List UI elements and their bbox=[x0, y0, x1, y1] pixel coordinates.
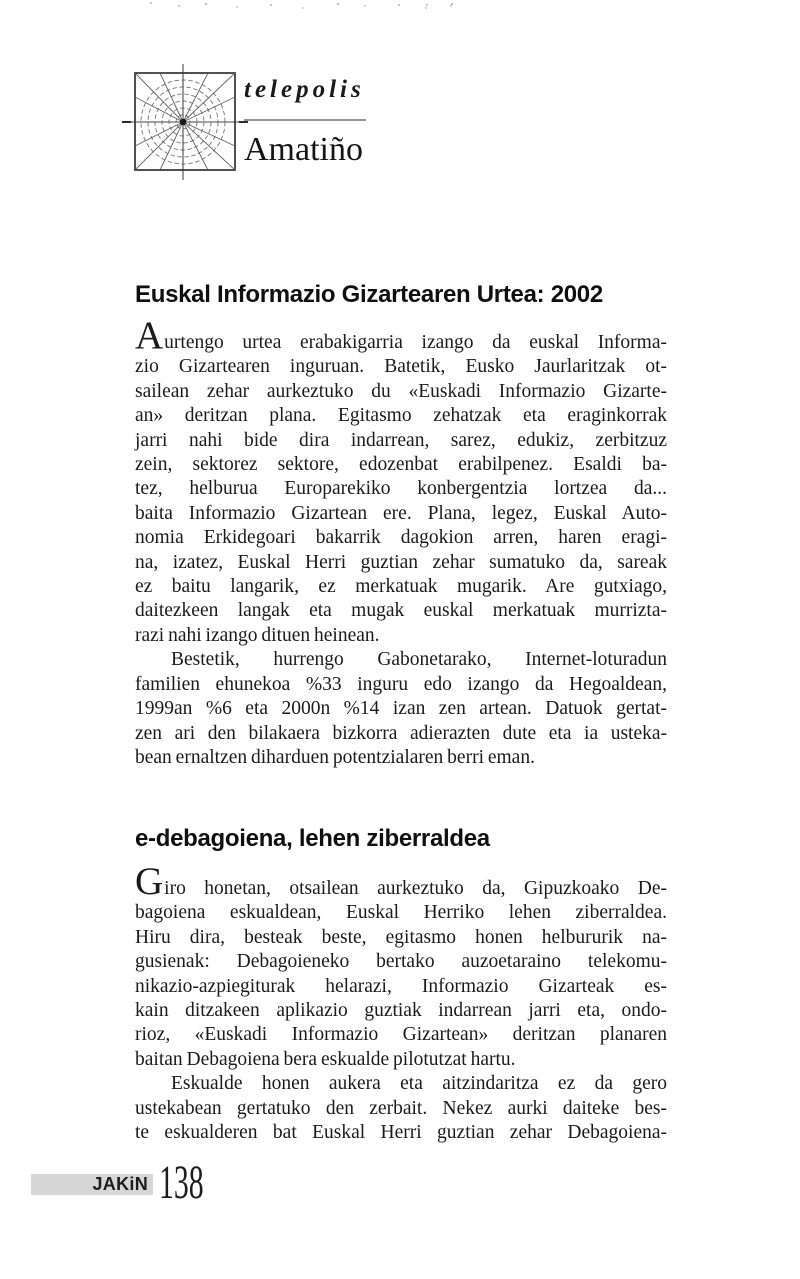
text-line: ustekabean gertatuko den zerbait. Nekez aurki daiteke bes- bbox=[135, 1097, 667, 1119]
text-line: Hiru dira, besteak beste, egitasmo honen helbururik na- bbox=[135, 926, 667, 948]
text-line: bean ernaltzen diharduen potentzialaren berri eman. bbox=[135, 746, 535, 768]
magazine-title: telepolis bbox=[244, 76, 365, 103]
text-line: familien ehunekoa %33 inguru edo izango da Hegoaldean, bbox=[135, 673, 667, 695]
section-2-body bbox=[135, 860, 667, 1145]
text-line: nomia Erkidegoari bakarrik dagokion arren, haren eragi- bbox=[135, 527, 667, 549]
page-number: 138 bbox=[159, 1156, 204, 1209]
text-line: gusienak: Debagoieneko bertako auzoetaraino telekomu- bbox=[135, 951, 667, 973]
drop-cap-a: A bbox=[135, 314, 165, 357]
text-line: zen ari den bilakaera bizkorra adierazten dute eta ia usteka- bbox=[135, 722, 667, 744]
journal-label-bar: JAKiN bbox=[31, 1174, 153, 1195]
text-line: zein, sektorez sektore, edozenbat erabilpenez. Esaldi ba- bbox=[135, 454, 667, 476]
text-line: baitan Debagoiena bera eskualde pilotutzat hartu. bbox=[135, 1048, 516, 1070]
spider-web-icon bbox=[121, 63, 249, 181]
text-line: rioz, «Euskadi Informazio Gizartean» deritzan planaren bbox=[135, 1024, 667, 1046]
text-line: baita Informazio Gizartean ere. Plana, legez, Euskal Auto- bbox=[135, 502, 667, 524]
section-heading-1: Euskal Informazio Gizartearen Urtea: 2002 bbox=[135, 281, 603, 308]
text-line: na, izatez, Euskal Herri guztian zehar sumatuko da, sareak bbox=[135, 551, 667, 573]
scan-noise bbox=[150, 2, 152, 4]
text-line: tez, helburua Europarekiko konbergentzia lortzea da... bbox=[135, 478, 667, 500]
text-line-rest: urtengo urtea erabakigarria izango da euskal Informa- bbox=[164, 332, 667, 353]
text-line: an» deritzan plana. Egitasmo zehatzak eta eraginkorrak bbox=[135, 405, 667, 427]
header-divider bbox=[244, 119, 366, 121]
text-line: Bestetik, hurrengo Gabonetarako, Internet-loturadun bbox=[171, 649, 667, 671]
drop-cap-g: G bbox=[135, 860, 165, 903]
text-line: kain ditzakeen aplikazio guztiak indarrean jarri eta, ondo- bbox=[135, 1000, 667, 1022]
spider-web-logo bbox=[121, 63, 249, 181]
text-line: daitezkeen langak eta mugak euskal merkatuak murrizta- bbox=[135, 600, 667, 622]
text-line: Eskualde honen aukera eta aitzindaritza ez da gero bbox=[171, 1073, 667, 1095]
text-line: sailean zehar aurkeztuko du «Euskadi Informazio Gizarte- bbox=[135, 380, 667, 402]
text-line: ez baitu langarik, ez merkatuak mugarik. Are gutxiago, bbox=[135, 576, 667, 598]
text-line: nikazio-azpiegiturak helarazi, Informazio Gizarteak es- bbox=[135, 975, 667, 997]
text-line: 1999an %6 eta 2000n %14 izan zen artean. Datuok gertat- bbox=[135, 698, 667, 720]
text-line: razi nahi izango dituen heinean. bbox=[135, 624, 380, 646]
text-line: bagoiena eskualdean, Euskal Herriko lehen ziberraldea. bbox=[135, 902, 667, 924]
text-line bbox=[135, 860, 667, 903]
text-line: te eskualderen bat Euskal Herri guztian zehar Debagoiena- bbox=[135, 1122, 667, 1144]
section-heading-2: e-debagoiena, lehen ziberraldea bbox=[135, 825, 490, 852]
text-line-rest: iro honetan, otsailean aurkeztuko da, Gipuzkoako De- bbox=[164, 878, 667, 899]
text-line: zio Gizartearen inguruan. Batetik, Eusko Jaurlaritzak ot- bbox=[135, 356, 667, 378]
text-line bbox=[135, 314, 667, 357]
author-name: Amatiño bbox=[244, 131, 363, 168]
text-line: jarri nahi bide dira indarrean, sarez, edukiz, zerbitzuz bbox=[135, 429, 667, 451]
section-1-body bbox=[135, 314, 667, 770]
